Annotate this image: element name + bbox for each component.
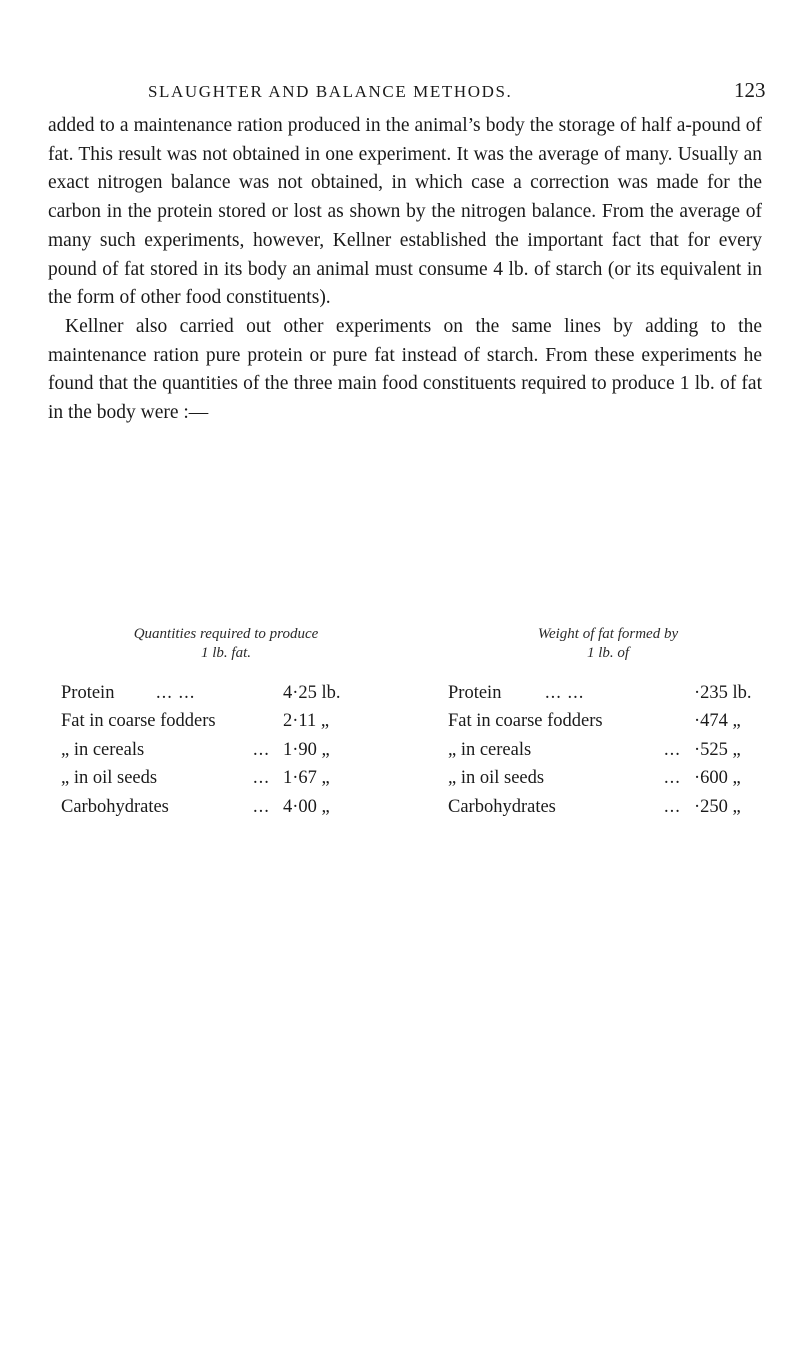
row-label: „ in oil seeds [448,768,545,789]
row-label: „ in cereals [61,739,145,760]
paragraph-1: added to a maintenance ration produced in the animal’s body the storage of half a-pound of fat. This result was not obtained in one experiment. It was the average of many. Usually an exact nitrogen balance was not obtained, in which case a correction was made for the carbon in the protein stored or lost as shown by the nitrogen balance. From the average of many such experiments, however, Kellner established the important fact that for every pound of fat stored in its body an animal must consume 4 lb. of starch (or its equivalent in the form of other food constituents). [48,115,762,309]
table-row [61,679,391,707]
quantities-required-table [61,625,391,821]
table-row [448,679,768,707]
row-value: 4·25 lb. [283,683,341,703]
table-heading-line-1: Weight of fat formed by [537,626,679,642]
row-label: Fat in coarse fodders [448,711,603,732]
tables-section [48,625,768,825]
table-row [61,736,391,764]
table-heading-line-1: Quantities required to produce [133,626,319,642]
table-row [61,707,391,735]
row-label: Protein [448,683,502,703]
table-heading-line-2: 1 lb. fat. [200,645,251,661]
row-value: ·525 „ [694,739,741,760]
table-row [448,793,768,821]
paragraph-2: Kellner also carried out other experiments on the same lines by adding to the maintenance ration pure protein or pure fat instead of starch. From these experiments he found that the quantities of the three main food constituents required to produce 1 lb. of fat in the body were :— [48,315,762,424]
page-number: 123 [734,78,766,102]
row-value: ·600 „ [694,768,741,789]
row-value: 1·90 „ [283,739,330,760]
row-leader-dots: ... [253,768,270,789]
running-head: SLAUGHTER AND BALANCE METHODS. [148,82,513,101]
row-value: 2·11 „ [283,711,330,732]
row-value: ·250 „ [694,796,741,817]
row-leader-dots: ... ... [156,683,196,703]
table-heading [448,625,768,663]
table-rows [61,679,391,821]
table-rows [448,679,768,821]
row-label: Carbohydrates [448,796,556,817]
table-row [448,736,768,764]
table-row [61,764,391,792]
row-label: Carbohydrates [61,796,169,817]
row-value: 4·00 „ [283,796,330,817]
row-label: „ in oil seeds [61,768,158,789]
table-heading [61,625,391,663]
row-value: ·474 „ [694,711,741,732]
body-text [48,112,762,428]
table-heading-line-2: 1 lb. of [586,645,630,661]
row-leader-dots: ... [664,768,681,789]
row-leader-dots: ... [664,796,681,817]
row-value: ·235 lb. [694,683,752,703]
weight-of-fat-table [448,625,768,821]
row-label: Fat in coarse fodders [61,711,216,732]
row-leader-dots: ... ... [545,683,585,703]
table-row [448,764,768,792]
table-row [61,793,391,821]
table-row [448,707,768,735]
row-leader-dots: ... [253,796,270,817]
row-label: „ in cereals [448,739,532,760]
row-leader-dots: ... [664,739,681,760]
row-label: Protein [61,683,115,703]
row-value: 1·67 „ [283,768,330,789]
row-leader-dots: ... [253,739,270,760]
